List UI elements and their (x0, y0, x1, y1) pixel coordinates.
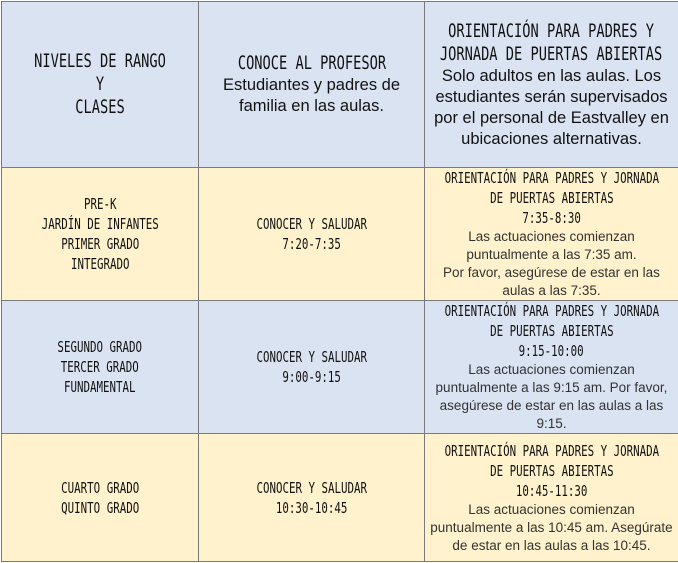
orientation-cell (425, 434, 678, 562)
header-orientation-title: ORIENTACIÓN PARA PADRES Y JORNADA DE PUERTAS ABIERTAS (438, 20, 666, 66)
orientation-cell (425, 301, 678, 434)
schedule-table (1, 1, 678, 562)
header-meet-cell (199, 2, 425, 168)
orientation-time: 7:35-8:30 (522, 208, 581, 228)
header-levels-cell (2, 2, 199, 168)
grade-levels: SEGUNDO GRADO TERCER GRADO FUNDAMENTAL (58, 337, 143, 397)
orientation-note: Las actuaciones comienzan puntualmente a las 7:35 am. Por favor, asegúrese de estar en las aulas a las 7:35. (428, 228, 675, 300)
grade-levels: PRE-K JARDÍN DE INFANTES PRIMER GRADO INTEGRADO (41, 194, 158, 274)
meet-label: CONOCER Y SALUDAR (256, 347, 367, 367)
meet-cell (199, 301, 425, 434)
orientation-title: ORIENTACIÓN PARA PADRES Y JORNADA DE PUERTAS ABIERTAS (427, 441, 676, 481)
meet-cell (199, 434, 425, 562)
table-row (2, 301, 678, 434)
meet-cell (199, 168, 425, 301)
orientation-cell (425, 168, 678, 301)
meet-time: 7:20-7:35 (282, 234, 341, 254)
header-row (2, 2, 678, 168)
meet-label: CONOCER Y SALUDAR (256, 214, 367, 234)
table-row (2, 434, 678, 562)
header-orientation-cell (425, 2, 678, 168)
levels-cell (2, 168, 199, 301)
header-meet-body: Estudiantes y padres de familia en las aulas. (202, 75, 421, 117)
meet-time: 9:00-9:15 (282, 367, 341, 387)
meet-label: CONOCER Y SALUDAR (256, 478, 367, 498)
orientation-note: Las actuaciones comienzan puntualmente a las 9:15 am. Por favor, asegúrese de estar en las aulas a las 9:15. (428, 361, 675, 433)
header-meet-title: CONOCE AL PROFESOR (237, 52, 385, 75)
orientation-title: ORIENTACIÓN PARA PADRES Y JORNADA DE PUERTAS ABIERTAS (427, 168, 676, 208)
table-row (2, 168, 678, 301)
header-orientation-body: Solo adultos en las aulas. Los estudiantes serán supervisados por el personal de Eastvalley en ubicaciones alternativas. (428, 66, 675, 150)
levels-cell (2, 434, 199, 562)
orientation-time: 9:15-10:00 (519, 341, 584, 361)
orientation-title: ORIENTACIÓN PARA PADRES Y JORNADA DE PUERTAS ABIERTAS (427, 301, 676, 341)
levels-cell (2, 301, 199, 434)
meet-time: 10:30-10:45 (276, 498, 348, 518)
orientation-time: 10:45-11:30 (516, 481, 588, 501)
header-levels: NIVELES DE RANGO Y CLASES (32, 50, 169, 119)
grade-levels: CUARTO GRADO QUINTO GRADO (61, 478, 139, 518)
orientation-note: Las actuaciones comienzan puntualmente a las 10:45 am. Asegúrate de estar en las aulas a las 10:45. (428, 501, 675, 555)
